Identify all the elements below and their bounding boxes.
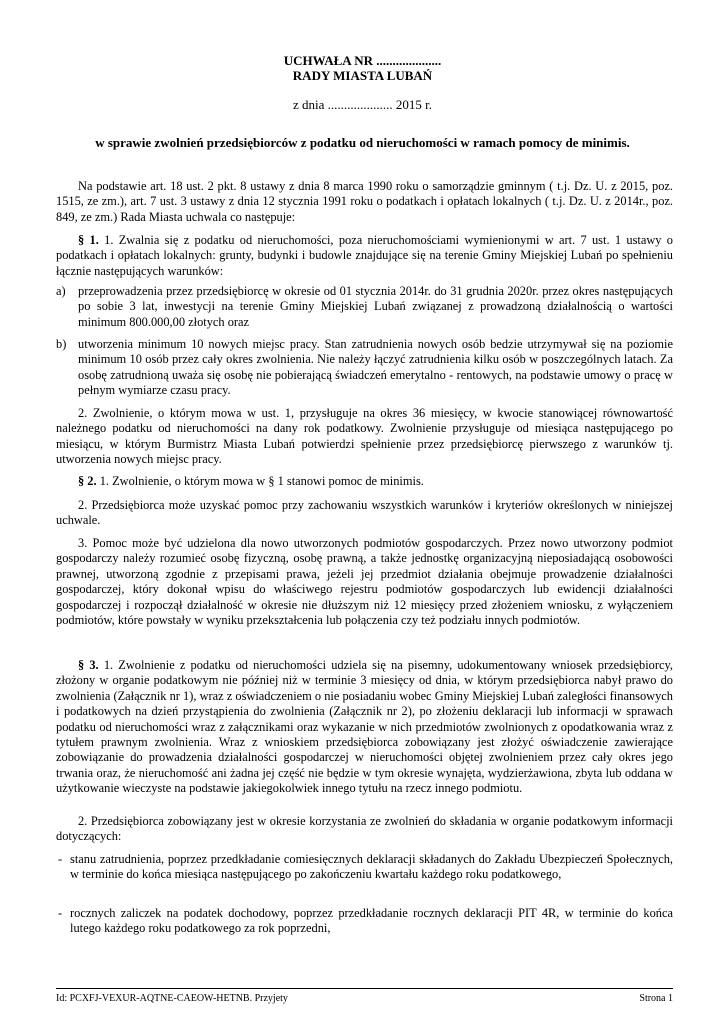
section-2-paragraph-1 [56, 474, 673, 489]
section-3-label: § 3. [78, 658, 99, 672]
footer-document-id: Id: PCXFJ-VEXUR-AQTNE-CAEOW-HETNB. Przyjety [56, 993, 288, 1004]
section-3-paragraph-2: 2. Przedsiębiorca zobowiązany jest w okresie korzystania ze zwolnień do składania w organie podatkowym informacji dotyczących: [56, 814, 673, 844]
section-2-paragraph-3: 3. Pomoc może być udzielona dla nowo utworzonych podmiotów gospodarczych. Przez nowo utworzony podmiot gospodarczy należy rozumieć osobę fizyczną, osobę prawną, a także jednostkę organizacyjną nieposiadającą osobowości prawnej, utworzoną zgodnie z przepisami prawa, jeżeli jej przedmiot działania obejmuje prowadzenie działalności gospodarczej, który dokonał wpisu do właściwego rejestru podmiotów gospodarczych lub ewidencji działalności gospodarczej i rozpoczął działalność w okresie nie dłuższym niż 12 miesięcy przed złożeniem wniosku, z wyłączeniem podmiotów, które powstały w wyniku przekształcenia lub połączenia czy też podziału innych podmiotów. [56, 536, 673, 628]
section-3-dash-item-2 [56, 906, 673, 937]
section-1-label: § 1. [78, 233, 99, 247]
section-3-paragraph-1 [56, 658, 673, 797]
item-a-text: przeprowadzenia przez przedsiębiorcę w okresie od 01 stycznia 2014r. do 31 grudnia 2020r. przez okres następujących po sobie 3 lat, inwestycji na terenie Gminy Miejskiej Lubań związanej z prowadzoną działalnością o wartości minimum 800.000,00 złotych oraz [78, 284, 673, 329]
dash-item-2-text: rocznych zaliczek na podatek dochodowy, poprzez przedkładanie rocznych deklaracji PIT 4R, w terminie do końca lutego każdego roku podatkowego za rok poprzedni, [70, 906, 673, 936]
section-1-item-b [56, 337, 673, 399]
dash-item-1-text: stanu zatrudnienia, poprzez przedkładanie comiesięcznych deklaracji składanych do Zakładu Ubezpieczeń Społecznych, w terminie do końca miesiąca następującego po zakończeniu kwartału każdego roku podatkowego, [70, 852, 673, 882]
section-3-paragraph-1-text: 1. Zwolnienie z podatku od nieruchomości udziela się na pisemny, udokumentowany wniosek przedsiębiorcy, złożony w organie podatkowym nie później niż w terminie 3 miesięcy od dnia, w którym przedsiębiorca nabył prawo do zwolnienia (Załącznik nr 1), wraz z oświadczeniem o nie posiadaniu wobec Gminy Miejskiej Lubań zaległości finansowych i podatkowych na dzień przystąpienia do zwolnienia (Załącznik nr 2), po złożeniu deklaracji lub informacji w sprawach podatku od nieruchomości wraz z załącznikami oraz wykazanie w nich przedmiotów zwolnionych z opodatkowania wraz z tytułem prawnym zwolnienia. Wraz z wnioskiem przedsiębiorca zobowiązany jest złożyć oświadczenie zawierające zobowiązanie do prowadzenia działalności gospodarczej w nieruchomości objętej zwolnieniem przez cały okres jego trwania oraz, że nieruchomość ani żadna jej część nie będzie w tym okresie wynajęta, wydzierżawiona, zbyta lub oddana w użytkowanie wieczyste na podstawie jakiegokolwiek innego tytułu na rzecz innego podmiotu. [56, 658, 673, 796]
dash-marker-1: - [58, 852, 63, 866]
resolution-title [0, 53, 725, 83]
section-2-paragraph-2: 2. Przedsiębiorca może uzyskać pomoc przy zachowaniu wszystkich warunków i kryteriów określonych w niniejszej uchwale. [56, 498, 673, 528]
preamble: Na podstawie art. 18 ust. 2 pkt. 8 ustawy z dnia 8 marca 1990 roku o samorządzie gminnym ( t.j. Dz. U. z 2015, poz. 1515, ze zm.), art. 7 ust. 3 ustawy z dnia 12 stycznia 1991 roku o podatkach i opłatach lokalnych ( t.j. Dz. U. z 2014r., poz. 849, ze zm.) Rada Miasta uchwala co następuje: [56, 179, 673, 224]
date-line: z dnia .................... 2015 r. [292, 97, 432, 112]
title-line-1: UCHWAŁA NR .................... [283, 53, 442, 68]
section-1-paragraph-1 [56, 233, 673, 279]
title-line-2: RADY MIASTA LUBAŃ [292, 68, 433, 83]
section-1-paragraph-2: 2. Zwolnienie, o którym mowa w ust. 1, przysługuje na okres 36 miesięcy, w kwocie stanowiącej równowartość należnego podatku od nieruchomości na dany rok podatkowy. Zwolnienie przysługuje od miesiąca następującego po miesiącu, w którym Burmistrz Miasta Lubań potwierdzi spełnienie przez przedsiębiorcę pierwszego z warunków tj. utworzenia nowych miejsc pracy. [56, 406, 673, 467]
footer-page-number: Strona 1 [639, 993, 673, 1004]
dash-marker-2: - [58, 906, 63, 920]
section-2-paragraph-1-text: 1. Zwolnienie, o którym mowa w § 1 stanowi pomoc de minimis. [96, 474, 424, 488]
footer-divider [56, 988, 673, 989]
item-a-marker: a) [56, 284, 66, 298]
section-1-item-a [56, 284, 673, 330]
item-b-marker: b) [56, 337, 67, 351]
section-2-label: § 2. [78, 474, 97, 488]
section-1-paragraph-1-text: 1. Zwalnia się z podatku od nieruchomości, poza nieruchomościami wymienionymi w art. 7 ust. 1 ustawy o podatkach i opłatach lokalnych: grunty, budynki i budowle znajdujące się na terenie Gminy Miejskiej Lubań po spełnieniu łącznie następujących warunków: [56, 233, 673, 278]
item-b-text: utworzenia minimum 10 nowych miejsc pracy. Stan zatrudnienia nowych osób bedzie utrzymywał się na poziomie minimum 10 osób przez cały okres zwolnienia. Nie należy łączyć zatrudnienia kilku osób w poszczególnych latach. Za osobę zatrudnioną uważa się osobę nie pobierającą świadczeń emerytalno - rentowych, na podstawie umowy o pracę w pełnym wymiarze czasu pracy. [78, 337, 673, 398]
subject-line: w sprawie zwolnień przedsiębiorców z podatku od nieruchomości w ramach pomocy de minimis. [95, 135, 630, 150]
section-3-dash-item-1 [56, 852, 673, 883]
